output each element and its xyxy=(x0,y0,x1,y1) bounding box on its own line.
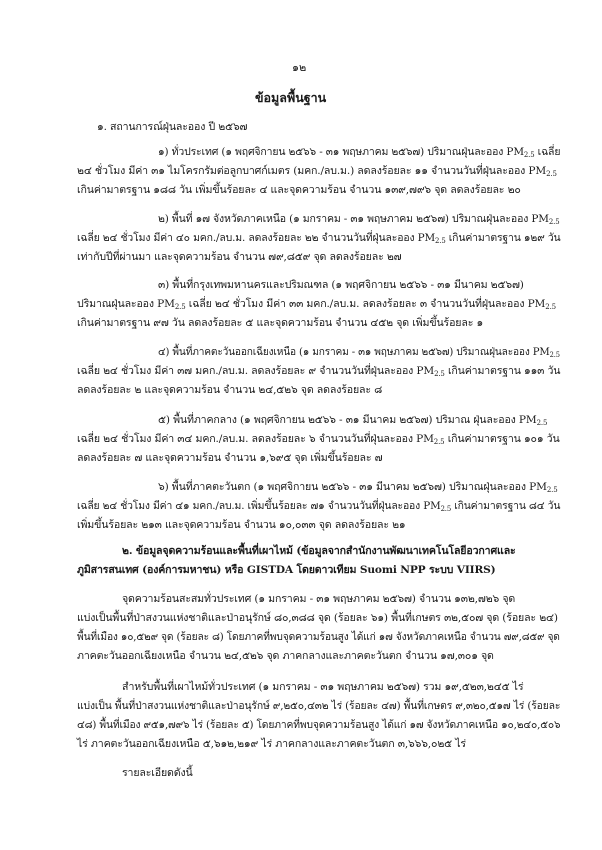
section-2-heading-line-2: ภูมิสารสนเทศ (องค์การมหาชน) หรือ GISTDA โดยดาวเทียม Suomi NPP ระบบ VIIRS) xyxy=(77,564,496,576)
item-1-line-1: ๑) ทั่วประเทศ (๑ พฤศจิกายน ๒๕๖๖ - ๓๑ พฤษภาคม ๒๕๖๗) ปริมาณฝุ่นละออง PM2.5 เฉลี่ย xyxy=(158,146,561,159)
hotspot-paragraph-line-2: แบ่งเป็นพื้นที่ป่าสงวนแห่งชาติและป่าอนุรักษ์ ๘๐,๓๘๘ จุด (ร้อยละ ๖๑) พื้นที่เกษตร ๓๒,๕๐๗ จุด (ร้อยละ ๒๔) xyxy=(77,612,558,624)
closing-text: รายละเอียดดังนี้ xyxy=(122,767,193,779)
item-4-line-2: เฉลี่ย ๒๔ ชั่วโมง มีค่า ๓๗ มคก./ลบ.ม. ลดลงร้อยละ ๙ จำนวนวันที่ฝุ่นละออง PM2.5 เกินค่ามาตรฐาน ๑๑๓ วัน xyxy=(77,365,561,378)
item-4-line-1: ๔) พื้นที่ภาคตะวันออกเฉียงเหนือ (๑ มกราคม - ๓๑ พฤษภาคม ๒๕๖๗) ปริมาณฝุ่นละออง PM2.5 xyxy=(158,346,560,359)
item-4-line-3: ลดลงร้อยละ ๒ และจุดความร้อน จำนวน ๒๔,๕๒๖ จุด ลดลงร้อยละ ๘ xyxy=(77,384,383,396)
burned-area-paragraph-line-4: ไร่ ภาคตะวันออกเฉียงเหนือ ๕,๖๑๒,๒๑๙ ไร่ ภาคกลางและภาคตะวันตก ๓,๖๖๖,๐๒๕ ไร่ xyxy=(77,738,466,750)
hotspot-paragraph-line-3: พื้นที่เมือง ๑๐,๕๒๙ จุด (ร้อยละ ๘) โดยภาคที่พบจุดความร้อนสูง ได้แก่ ๑๗ จังหวัดภาคเหนือ จำนวน ๗๙,๘๕๙ จุด xyxy=(77,631,560,643)
hotspot-paragraph-line-4: ภาคตะวันออกเฉียงเหนือ จำนวน ๒๔,๕๒๖ จุด ภาคกลางและภาคตะวันตก จำนวน ๑๗,๓๐๑ จุด xyxy=(77,650,494,662)
item-6-line-3: เพิ่มขึ้นร้อยละ ๒๑๓ และจุดความร้อน จำนวน ๑๐,๐๓๓ จุด ลดลงร้อยละ ๒๑ xyxy=(77,519,406,531)
page-number: ๑๒ xyxy=(292,61,307,74)
item-5-line-2: เฉลี่ย ๒๔ ชั่วโมง มีค่า ๓๔ มคก./ลบ.ม. ลดลงร้อยละ ๖ จำนวนวันที่ฝุ่นละออง PM2.5 เกินค่ามาตรฐาน ๑๐๑ วัน xyxy=(77,433,560,446)
burned-area-paragraph-line-2: แบ่งเป็น พื้นที่ป่าสงวนแห่งชาติและป่าอนุรักษ์ ๙,๒๕๐,๔๓๒ ไร่ (ร้อยละ ๔๗) พื้นที่เกษตร ๙,๓๒๐,๕๑๗ ไร่ (ร้อยละ xyxy=(77,700,561,712)
item-5-line-3: ลดลงร้อยละ ๗ และจุดความร้อน จำนวน ๑,๖๙๕ จุด เพิ่มขึ้นร้อยละ ๗ xyxy=(77,452,383,464)
item-2-line-1: ๒) พื้นที่ ๑๗ จังหวัดภาคเหนือ (๑ มกราคม - ๓๑ พฤษภาคม ๒๕๖๗) ปริมาณฝุ่นละออง PM2.5 xyxy=(158,213,560,226)
item-1-line-3: เกินค่ามาตรฐาน ๑๘๘ วัน เพิ่มขึ้นร้อยละ ๔ และจุดความร้อน จำนวน ๑๓๙,๗๙๖ จุด ลดลงร้อยละ ๒๐ xyxy=(77,184,521,196)
item-3-line-1: ๓) พื้นที่กรุงเทพมหานครและปริมณฑล (๑ พฤศจิกายน ๒๕๖๖ - ๓๑ มีนาคม ๒๕๖๗) xyxy=(158,279,524,291)
burned-area-paragraph-line-3: ๔๘) พื้นที่เมือง ๙๕๑,๗๙๖ ไร่ (ร้อยละ ๕) โดยภาคที่พบจุดความร้อนสูง ได้แก่ ๑๗ จังหวัดภาคเหนือ ๑๐,๒๔๐,๕๐๖ xyxy=(77,719,561,731)
section-2-heading-line-1: ๒. ข้อมูลจุดความร้อนและพื้นที่เผาไหม้ (ข้อมูลจากสำนักงานพัฒนาเทคโนโลยีอวกาศและ xyxy=(122,545,516,557)
burned-area-paragraph-line-1: สำหรับพื้นที่เผาไหม้ทั่วประเทศ (๑ มกราคม - ๓๑ พฤษภาคม ๒๕๖๗) รวม ๑๙,๕๒๓,๒๔๕ ไร่ xyxy=(122,681,524,693)
page-title: ข้อมูลพื้นฐาน xyxy=(255,90,327,105)
item-2-line-3: เท่ากับปีที่ผ่านมา และจุดความร้อน จำนวน ๗๙,๘๕๙ จุด ลดลงร้อยละ ๒๗ xyxy=(77,251,402,263)
hotspot-paragraph-line-1: จุดความร้อนสะสมทั่วประเทศ (๑ มกราคม - ๓๑ พฤษภาคม ๒๕๖๗) จำนวน ๑๓๒,๗๒๖ จุด xyxy=(122,593,516,605)
item-5-line-1: ๕) พื้นที่ภาคกลาง (๑ พฤศจิกายน ๒๕๖๖ - ๓๑ มีนาคม ๒๕๖๗) ปริมาณ ฝุ่นละออง PM2.5 xyxy=(158,414,548,427)
item-1-line-2: ๒๔ ชั่วโมง มีค่า ๓๑ ไมโครกรัมต่อลูกบาศก์เมตร (มคก./ลบ.ม.) ลดลงร้อยละ ๑๑ จำนวนวันที่ฝุ่นละออง PM2.5 xyxy=(77,165,557,178)
item-3-line-2: ปริมาณฝุ่นละออง PM2.5 เฉลี่ย ๒๔ ชั่วโมง มีค่า ๓๓ มคก./ลบ.ม. ลดลงร้อยละ ๓ จำนวนวันที่ฝุ่นละออง PM2.5 xyxy=(77,298,556,311)
item-3-line-3: เกินค่ามาตรฐาน ๙๗ วัน ลดลงร้อยละ ๕ และจุดความร้อน จำนวน ๔๕๒ จุด เพิ่มขึ้นร้อยละ ๑ xyxy=(77,317,484,329)
item-6-line-2: เฉลี่ย ๒๔ ชั่วโมง มีค่า ๔๑ มคก./ลบ.ม. เพิ่มขึ้นร้อยละ ๗๑ จำนวนวันที่ฝุ่นละออง PM2.5 เกินค่ามาตรฐาน ๘๔ วัน xyxy=(77,500,561,513)
item-6-line-1: ๖) พื้นที่ภาคตะวันตก (๑ พฤศจิกายน ๒๕๖๖ - ๓๑ มีนาคม ๒๕๖๗) ปริมาณฝุ่นละออง PM2.5 xyxy=(158,481,558,494)
item-2-line-2: เฉลี่ย ๒๔ ชั่วโมง มีค่า ๔๐ มคก./ลบ.ม. ลดลงร้อยละ ๒๒ จำนวนวันที่ฝุ่นละออง PM2.5 เกินค่ามาตรฐาน ๑๒๙ วัน xyxy=(77,232,561,245)
section-1-heading: ๑. สถานการณ์ฝุ่นละออง ปี ๒๕๖๗ xyxy=(97,121,248,133)
